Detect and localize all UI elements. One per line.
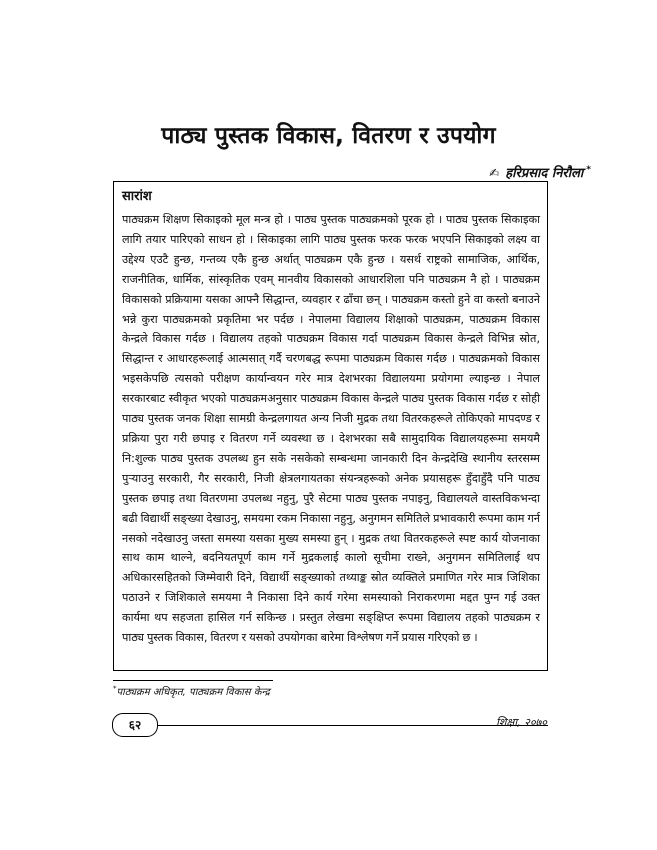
article-title: पाठ्य पुस्तक विकास, वितरण र उपयोग <box>161 123 496 149</box>
footnote-text: पाठ्यक्रम अधिकृत, पाठ्यक्रम विकास केन्द्र <box>116 687 270 698</box>
abstract-box <box>113 181 548 671</box>
abstract-body: पाठ्यक्रम शिक्षण सिकाइको मूल मन्त्र हो । पाठ्य पुस्तक पाठ्यक्रमको पूरक हो । पाठ्य पुस्तक सिकाइका लागि तयार पारिएको साधन हो । सिकाइका लागि पाठ्य पुस्तक फरक फरक भएपनि सिकाइको लक्ष्य वा उद्देश्य एउटै हुन्छ, गन्तव्य एकै हुन्छ अर्थात् पाठ्यक्रम एकै हुन्छ । यसर्थ राष्ट्रको सामाजिक, आर्थिक, राजनीतिक, धार्मिक, सांस्कृतिक एवम् मानवीय विकासको आधारशिला पनि पाठ्यक्रम नै हो । पाठ्यक्रम विकासको प्रक्रियामा यसका आफ्नै सिद्धान्त, व्यवहार र ढाँचा छन् । पाठ्यक्रम कस्तो हुने वा कस्तो बनाउने भन्ने कुरा पाठ्यक्रमको प्रकृतिमा भर पर्दछ । नेपालमा विद्यालय शिक्षाको पाठ्यक्रम, पाठ्यक्रम विकास केन्द्रले विकास गर्दछ । विद्यालय तहको पाठ्यक्रम विकास गर्दा पाठ्यक्रम विकास केन्द्रले विभिन्न स्रोत, सिद्धान्त र आधारहरूलाई आत्मसात् गर्दै चरणबद्ध रूपमा पाठ्यक्रम विकास गर्दछ । पाठ्यक्रमको विकास भइसकेपछि त्यसको परीक्षण कार्यान्वयन गरेर मात्र देशभरका विद्यालयमा प्रयोगमा ल्याइन्छ । नेपाल सरकारबाट स्वीकृत भएको पाठ्यक्रमअनुसार पाठ्यक्रम विकास केन्द्रले पाठ्य पुस्तक विकास गर्दछ र सोही पाठ्य पुस्तक जनक शिक्षा सामग्री केन्द्रलगायत अन्य निजी मुद्रक तथा वितरकहरूले तोकिएको मापदण्ड र प्रक्रिया पुरा गरी छपाइ र वितरण गर्ने व्यवस्था छ । देशभरका सबै सामुदायिक विद्यालयहरूमा समयमै नि:शुल्क पाठ्य पुस्तक उपलब्ध हुन सके नसकेको सम्बन्धमा जानकारी दिन केन्द्रदेखि स्थानीय स्तरसम्म पुऱ्याउनु सरकारी, गैर सरकारी, निजी क्षेत्रलगायतका संयन्त्रहरूको अनेक प्रयासहरू हुँदाहुँदै पनि पाठ्य पुस्तक छपाइ तथा वितरणमा उपलब्ध नहुनु, पुरै सेटमा पाठ्य पुस्तक नपाइनु, विद्यालयले वास्तविकभन्दा बढी विद्यार्थी सङ्ख्या देखाउनु, समयमा रकम निकासा नहुनु, अनुगमन समितिले प्रभावकारी रूपमा काम गर्न नसको नदेखाउनु जस्ता समस्या यसका मुख्य समस्या हुन् । मुद्रक तथा वितरकहरूले स्पष्ट कार्य योजनाका साथ काम थाल्ने, बदनियतपूर्ण काम गर्ने मुद्रकलाई कालो सूचीमा राख्ने, अनुगमन समितिलाई थप अधिकारसहितको जिम्मेवारी दिने, विद्यार्थी सङ्ख्याको तथ्याङ्क स्रोत व्यक्तिले प्रमाणित गरेर मात्र जिशिका पठाउने र जिशिकाले समयमा नै निकासा दिने कार्य गरेमा समस्याको निराकरणमा मद्दत पुग्न गई उक्त कार्यमा थप सहजता हासिल गर्न सकिन्छ । प्रस्तुत लेखमा सङ्क्षिप्त रूपमा विद्यालय तहको पाठ्यक्रम र पाठ्य पुस्तक विकास, वितरण र यसको उपयोगका बारेमा विश्लेषण गर्ने प्रयास गरिएको छ । <box>122 213 540 645</box>
footnote-divider <box>113 680 273 681</box>
footer-divider <box>135 725 548 726</box>
author-footnote-marker: * <box>586 164 591 175</box>
footnote-marker: * <box>113 684 117 693</box>
abstract-heading: सारांश <box>122 189 152 204</box>
page-number: ६२ <box>112 713 158 737</box>
author-line <box>489 163 591 181</box>
pen-icon: ✍ <box>489 166 500 180</box>
journal-name: शिक्षा, २०७० <box>496 716 547 729</box>
footnote <box>113 684 270 698</box>
author-name: हरिप्रसाद निरौला <box>505 166 584 181</box>
